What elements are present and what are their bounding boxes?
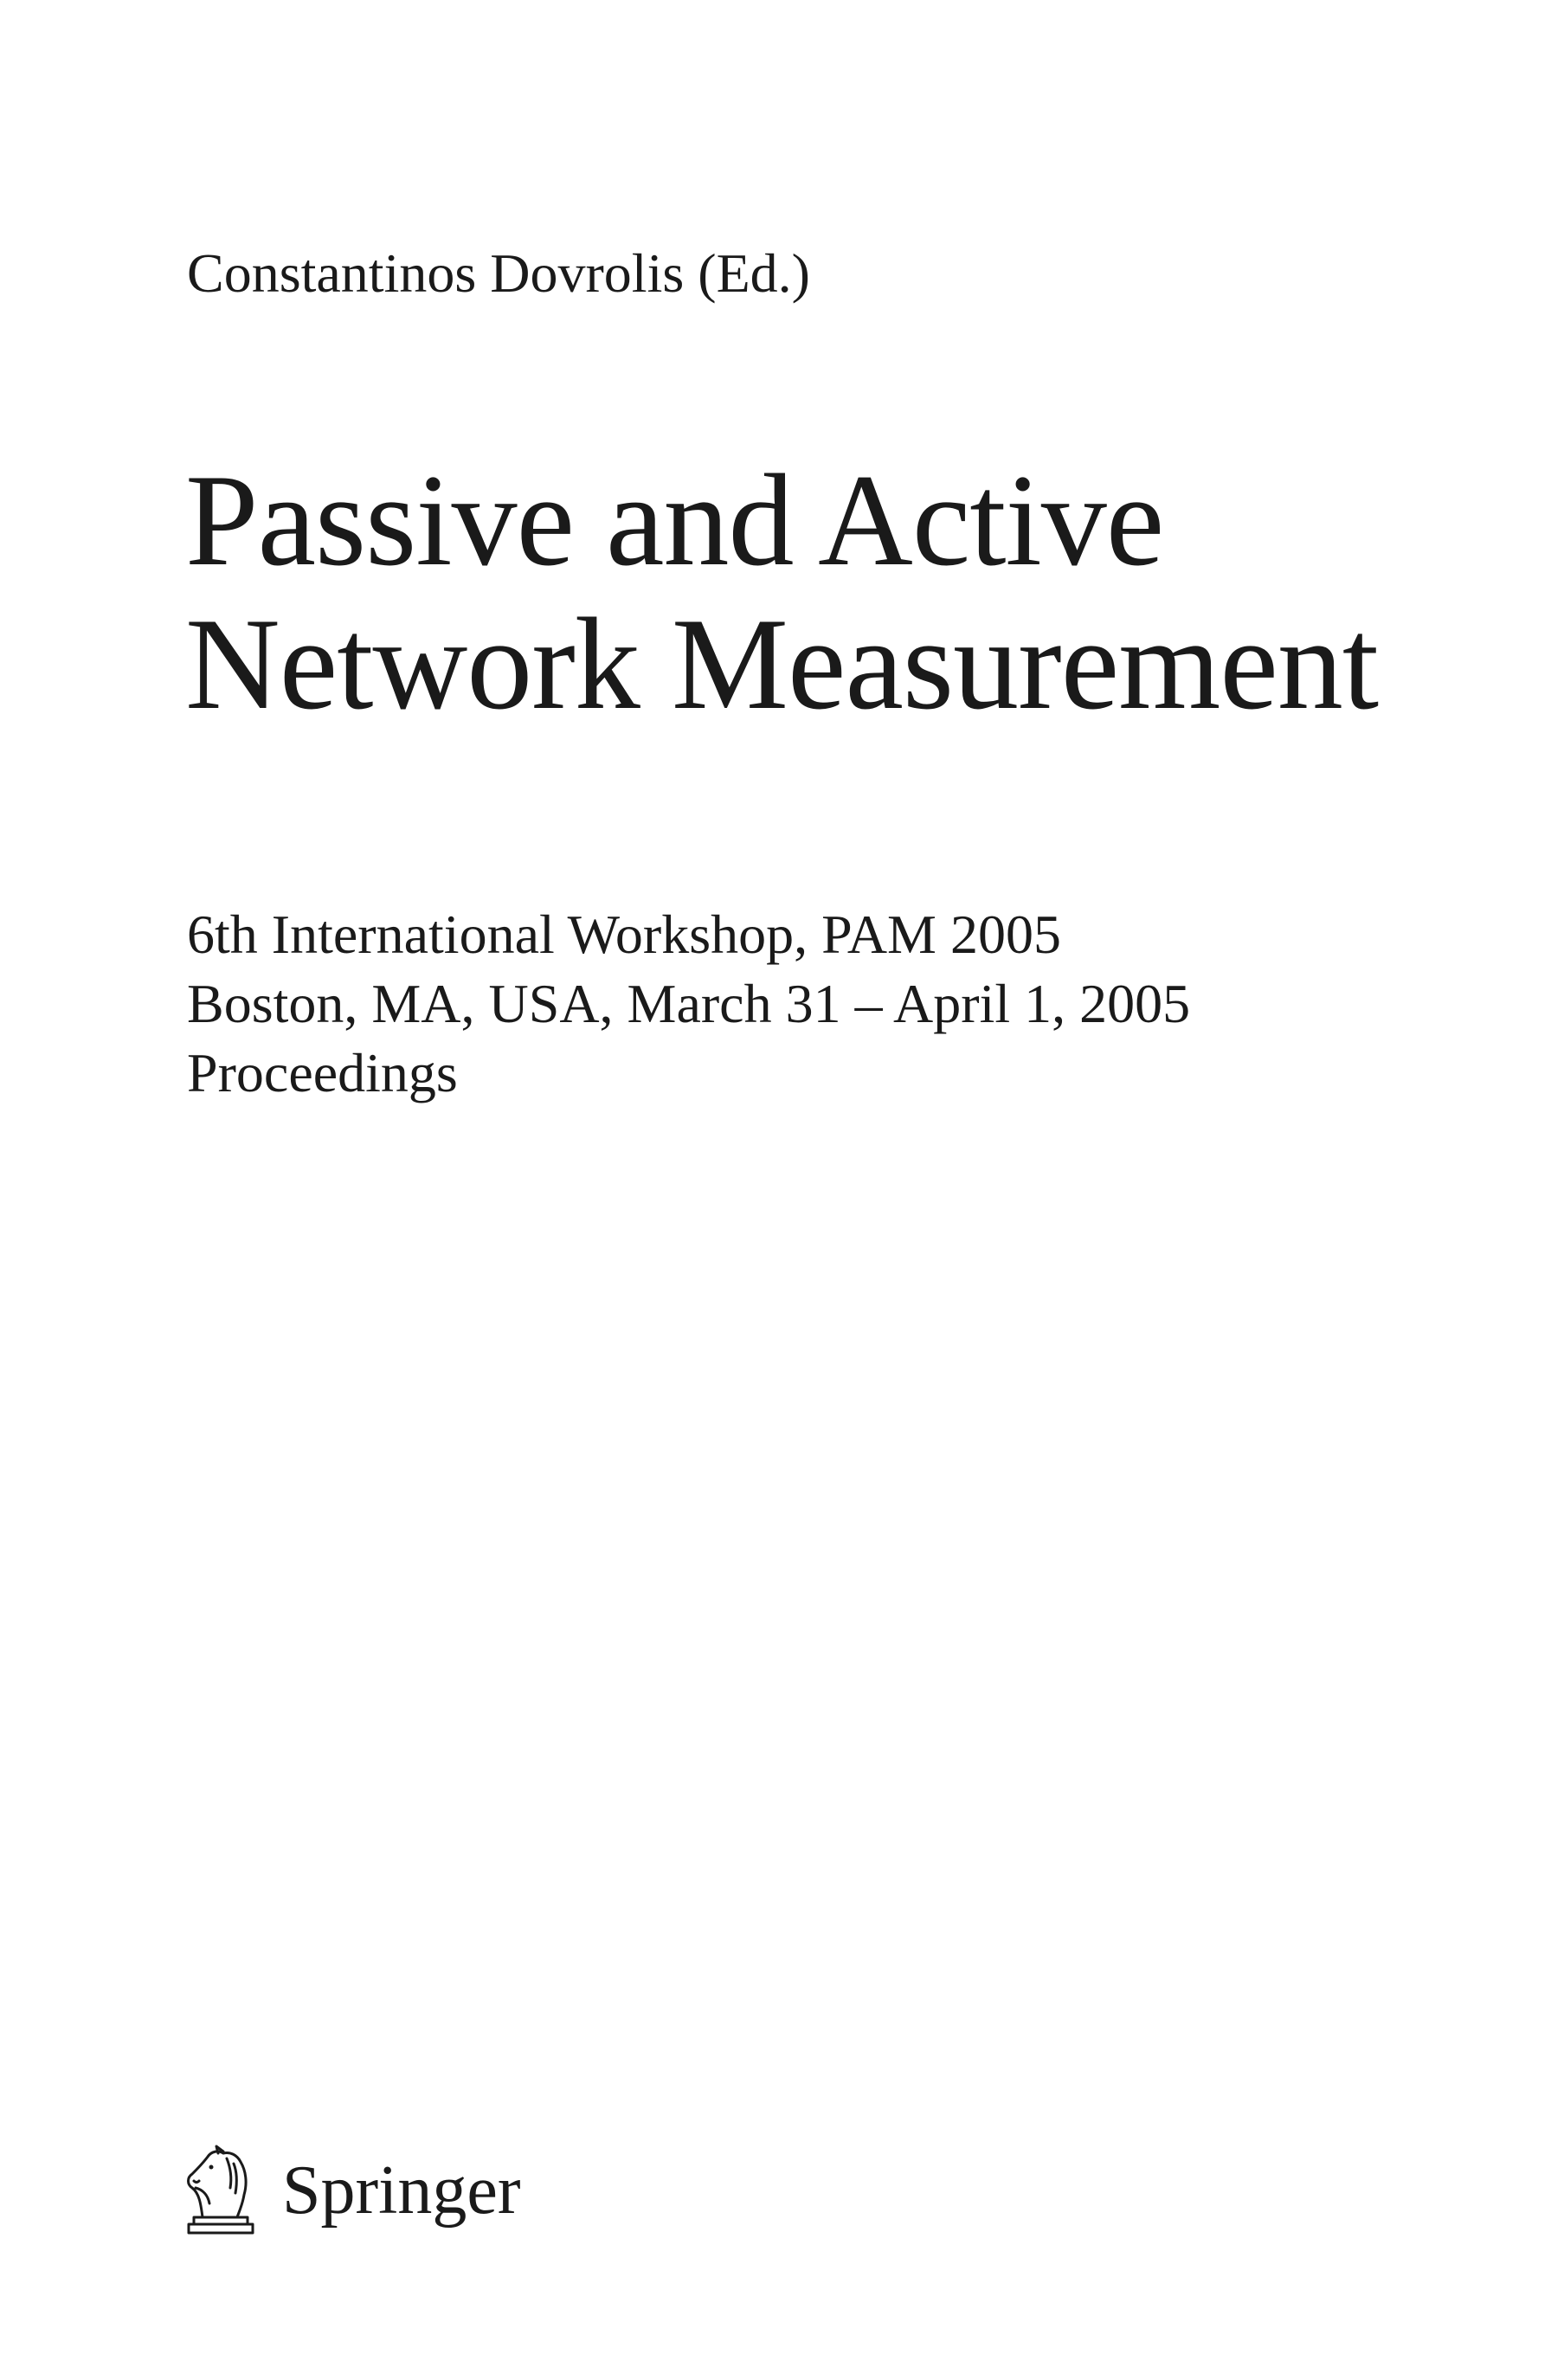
title-line-2: Network Measurement bbox=[185, 591, 1379, 737]
publisher-name: Springer bbox=[282, 2152, 521, 2229]
book-title bbox=[185, 448, 1378, 736]
book-subtitle bbox=[187, 900, 1190, 1108]
title-line-1: Passive and Active bbox=[185, 447, 1164, 593]
knight-chess-piece-icon bbox=[177, 2143, 263, 2238]
subtitle-line-2: Boston, MA, USA, March 31 – April 1, 2005 bbox=[187, 973, 1191, 1034]
subtitle-line-3: Proceedings bbox=[187, 1042, 458, 1103]
editor-name: Constantinos Dovrolis (Ed.) bbox=[187, 242, 810, 304]
subtitle-line-1: 6th International Workshop, PAM 2005 bbox=[187, 904, 1061, 965]
publisher-block bbox=[177, 2143, 521, 2238]
